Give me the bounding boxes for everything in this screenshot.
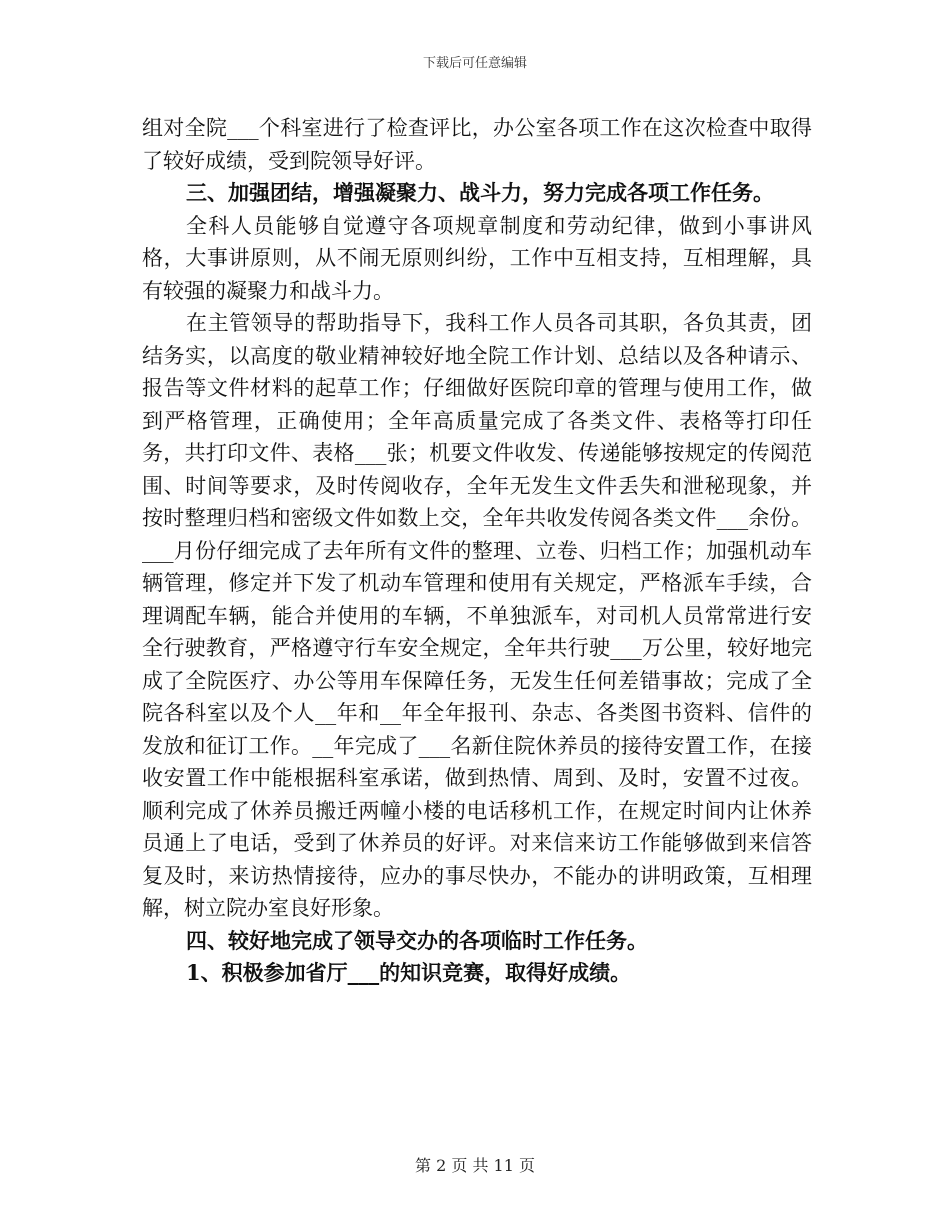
document-body	[142, 112, 812, 990]
paragraph-continuation: 组对全院___个科室进行了检查评比，办公室各项工作在这次检查中取得了较好成绩，受到院领导好评。	[142, 116, 812, 173]
paragraph-discipline: 全科人员能够自觉遵守各项规章制度和劳动纪律，做到小事讲风格，大事讲原则，从不闹无原则纠纷，工作中互相支持，互相理解，具有较强的凝聚力和战斗力。	[142, 213, 812, 303]
page-footer: 第 2 页 共 11 页	[415, 1156, 535, 1175]
page-header: 下载后可任意编辑	[422, 56, 527, 71]
section-heading-4: 四、较好地完成了领导交办的各项临时工作任务。	[186, 927, 648, 953]
paragraph-work-details: 在主管领导的帮助指导下，我科工作人员各司其职，各负其责，团结务实，以高度的敬业精神较好地全院工作计划、总结以及各种请示、报告等文件材料的起草工作；仔细做好医院印章的管理与使用工作，做到严格管理，正确使用；全年高质量完成了各类文件、表格等打印任务，共打印文件、表格___张；机要文件收发、传递能够按规定的传阅范围、时间等要求，及时传阅收存，全年无发生文件丢失和泄秘现象，并按时整理归档和密级文件如数上交，全年共收发传阅各类文件___余份。___月份仔细完成了去年所有文件的整理、立卷、归档工作；加强机动车辆管理，修定并下发了机动车管理和使用有关规定，严格派车手续，合理调配车辆，能合并使用的车辆，不单独派车，对司机人员常常进行安全行驶教育，严格遵守行车安全规定，全年共行驶___万公里，较好地完成了全院医疗、办公等用车保障任务，无发生任何差错事故；完成了全院各科室以及个人__年和__年全年报刊、杂志、各类图书资料、信件的发放和征订工作。__年完成了___名新住院休养员的接待安置工作，在接收安置工作中能根据科室承诺，做到热情、周到、及时，安置不过夜。顺利完成了休养员搬迁两幢小楼的电话移机工作，在规定时间内让休养员通上了电话，受到了休养员的好评。对来信来访工作能够做到来信答复及时，来访热情接待，应办的事尽快办，不能办的讲明政策，互相理解，树立院办室良好形象。	[142, 311, 812, 920]
section-heading-3: 三、加强团结，增强凝聚力、战斗力，努力完成各项工作任务。	[186, 180, 774, 205]
list-item-1: 1、积极参加省厅___的知识竞赛，取得好成绩。	[186, 960, 632, 985]
